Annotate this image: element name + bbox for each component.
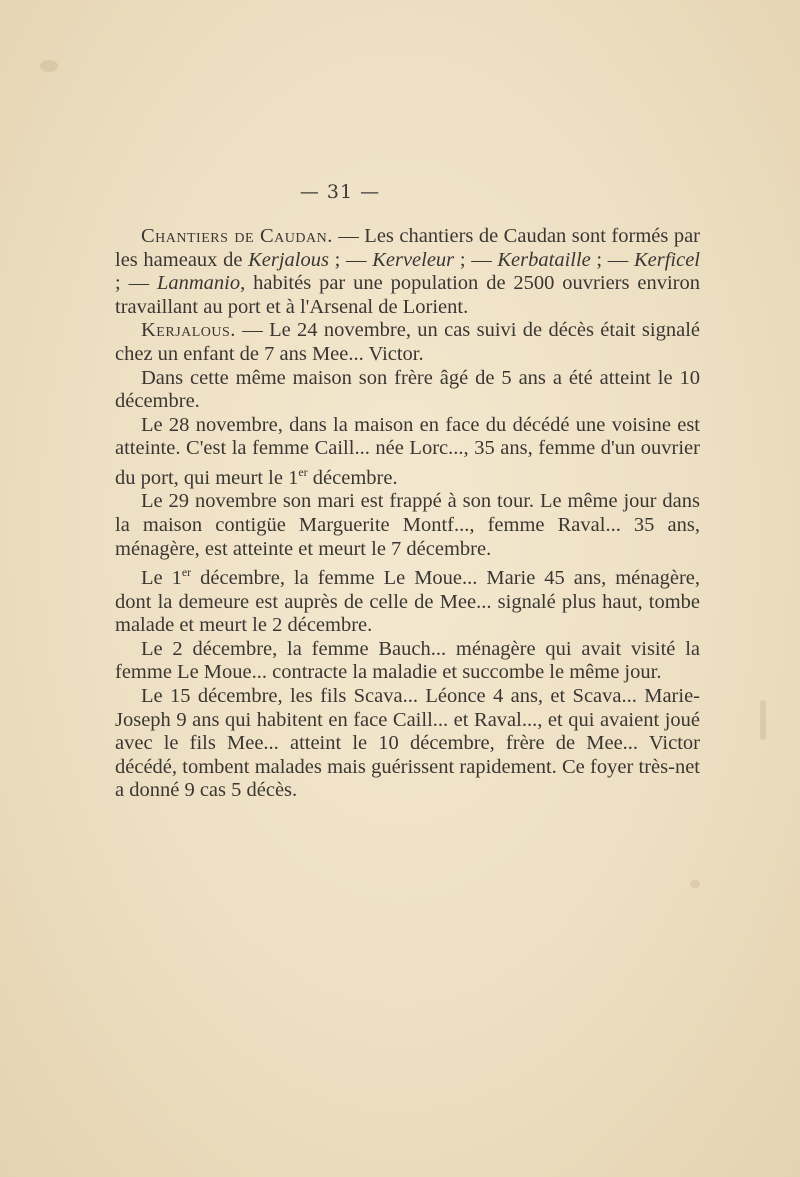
text-run: — Le 24 novembre, un cas suivi de décès était signalé chez un enfant de 7 ans Mee... Victor. xyxy=(115,319,700,365)
place-name: Kerbataille xyxy=(497,248,591,271)
paragraph xyxy=(115,225,700,319)
place-name: Kerjalous xyxy=(248,248,329,271)
paper-stain xyxy=(760,700,766,740)
text-run: ; — xyxy=(454,248,498,271)
text-run: habités par une population de 2500 ouvriers environ travaillant au port et à l'Arsenal de Lorient. xyxy=(115,272,700,318)
paragraph xyxy=(115,367,700,414)
section-heading: Chantiers de Caudan. xyxy=(141,225,333,247)
paragraph xyxy=(115,319,700,366)
place-name: Kerveleur xyxy=(372,248,455,271)
place-name: Kerficel xyxy=(633,248,701,271)
text-run: Le 2 décembre, la femme Bauch... ménagère qui avait visité la femme Le Moue... contracte la maladie et succombe le même jour. xyxy=(115,637,700,684)
text-run: Le 1 xyxy=(141,566,182,589)
paragraph xyxy=(115,561,700,638)
text-run: Le 29 novembre son mari est frappé à son tour. Le même jour dans la maison contigüe Marguerite Montf..., femme Raval... 35 ans, ménagère, est atteinte et meurt le 7 décembre. xyxy=(115,490,700,560)
paragraph xyxy=(115,638,700,685)
section-heading: Kerjalous. xyxy=(141,319,236,342)
paragraph xyxy=(115,414,700,491)
body-text xyxy=(115,225,700,803)
text-run: ; — xyxy=(328,248,373,271)
text-run: décembre. xyxy=(307,466,398,489)
place-name: Lanmanio, xyxy=(156,272,246,295)
paper-stain xyxy=(40,60,58,72)
text-run: décembre, la femme Le Moue... Marie 45 ans, ménagère, dont la demeure est auprès de celle de Mee... signalé plus haut, tombe malade et meurt le 2 décembre. xyxy=(115,566,700,637)
text-run: Le 28 novembre, dans la maison en face du décédé une voisine est atteinte. C'est la femme Caill... née Lorc..., 35 ans, femme d'un ouvrier du port, qui meurt le 1 xyxy=(115,413,700,489)
text-run: ; — xyxy=(590,248,634,271)
text-run: Le 15 décembre, les fils Scava... Léonce 4 ans, et Scava... Marie-Joseph 9 ans qui habitent en face Caill... et Raval..., et qui avaient joué avec le fils Mee... atteint le 10 décembre, frère de Mee... Victor décédé, tombent malades mais guérissent rapidement. Ce foyer très-net a donné 9 cas 5 décès. xyxy=(115,684,700,802)
text-run: — Les chantiers de Caudan sont formés par les hameaux de xyxy=(115,225,700,271)
paragraph xyxy=(115,685,700,803)
text-run: ; — xyxy=(115,272,157,295)
ordinal-superscript: er xyxy=(298,464,308,479)
text-run: Dans cette même maison son frère âgé de 5 ans a été atteint le 10 décembre. xyxy=(115,366,700,413)
page-number: — 31 — xyxy=(299,181,381,203)
paper-stain xyxy=(690,880,700,888)
paragraph xyxy=(115,490,700,561)
ordinal-superscript: er xyxy=(181,565,192,580)
